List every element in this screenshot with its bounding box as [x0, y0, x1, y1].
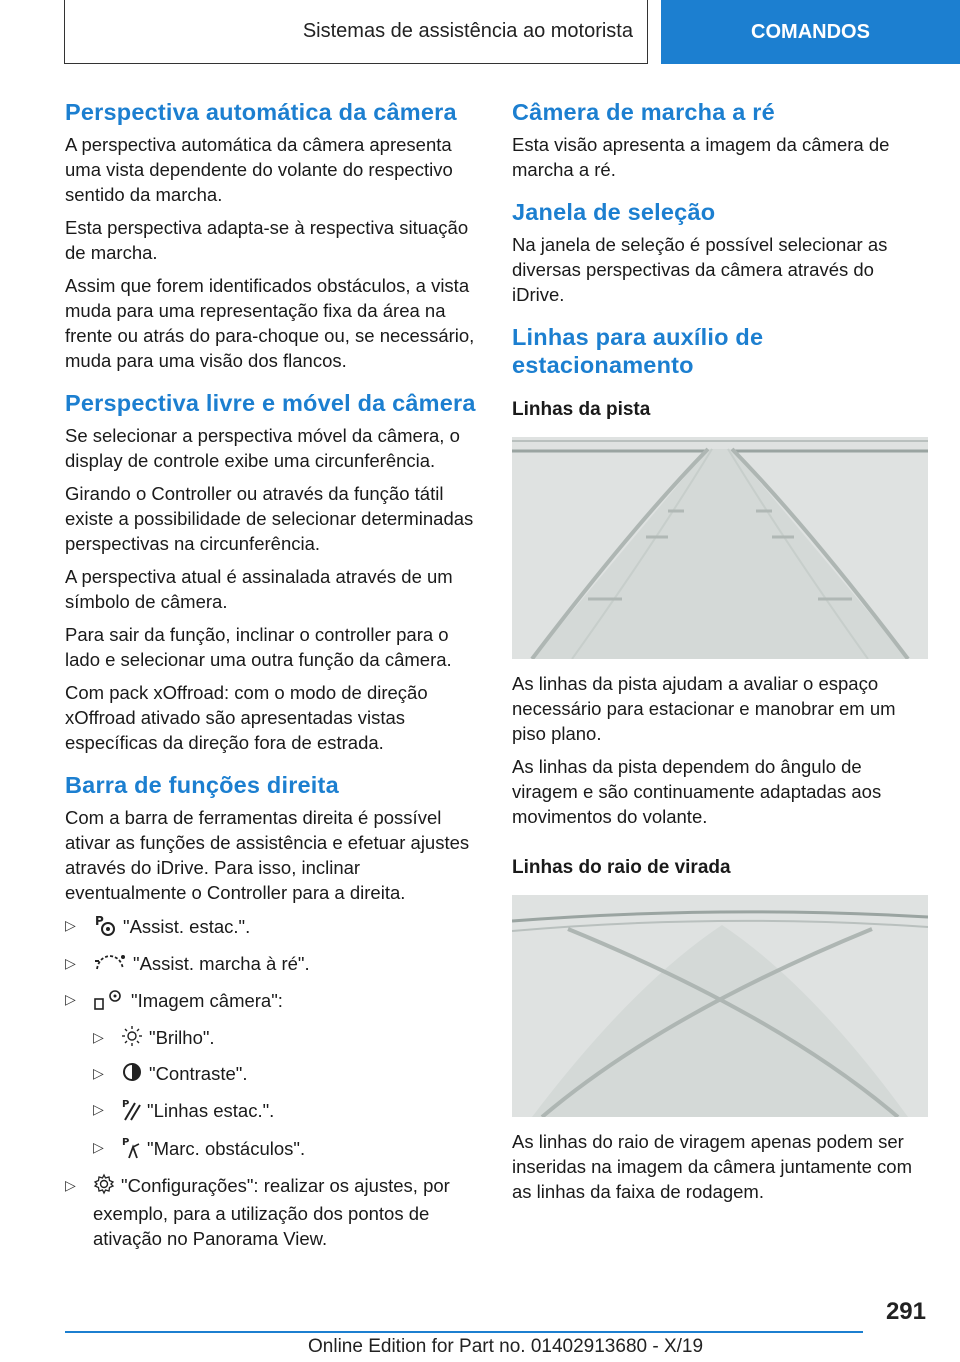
- subheading-track-lines: Linhas da pista: [512, 399, 651, 420]
- list-item-obstacle-marking: [93, 1135, 483, 1165]
- section-right-function-bar: [65, 771, 483, 1251]
- paragraph: As linhas da pista ajudam a avaliar o espaço necessário para estacionar e manobrar em um piso plano.: [512, 673, 896, 744]
- section-title: Sistemas de assistência ao motorista: [64, 0, 648, 64]
- parking-assist-icon: [93, 913, 117, 943]
- svg-text:P: P: [122, 1099, 130, 1111]
- page-number: 291: [885, 1298, 926, 1325]
- section-rear-camera: [512, 98, 930, 182]
- paragraph: A perspectiva automática da câmera apresenta uma vista dependente do volante do respectivo sentido da marcha.: [65, 134, 453, 205]
- camera-settings-icon: [93, 987, 125, 1017]
- bullet-icon: ▷: [93, 1139, 104, 1156]
- paragraph: Na janela de seleção é possível selecionar as diversas perspectivas da câmera através do iDrive.: [512, 234, 888, 305]
- gear-icon: [93, 1173, 115, 1201]
- item-label: "Linhas estac.".: [147, 1100, 275, 1122]
- section-auto-perspective: [65, 98, 483, 373]
- parking-lines-icon: [121, 1097, 141, 1127]
- contrast-icon: [121, 1061, 143, 1089]
- paragraph: Esta perspectiva adapta-se à respectiva situação de marcha.: [65, 217, 469, 263]
- list-item-parking-lines: [93, 1097, 483, 1127]
- track-lines-illustration: [512, 437, 928, 659]
- paragraph: As linhas do raio de viragem apenas podem ser inseridas na imagem da câmera juntamente com as linhas da faixa de rodagem.: [512, 1131, 912, 1202]
- paragraph: As linhas da pista dependem do ângulo de viragem e são continuamente adaptadas aos movimentos do volante.: [512, 756, 882, 827]
- brightness-icon: [121, 1025, 143, 1053]
- list-item-contrast: [93, 1061, 483, 1089]
- item-label: "Contraste".: [149, 1063, 248, 1085]
- chapter-tab: COMANDOS: [661, 0, 960, 64]
- list-item-settings: [65, 1173, 483, 1251]
- bullet-icon: ▷: [65, 917, 76, 933]
- item-label: "Assist. estac.".: [123, 915, 251, 937]
- reverse-assist-icon: [93, 951, 127, 979]
- svg-text:P: P: [122, 1137, 130, 1149]
- heading-auto-perspective: Perspectiva automática da câmera: [65, 99, 457, 125]
- item-label: "Configurações": realizar os ajustes, por exemplo, para a utilização dos pontos de ativação no Panorama View.: [93, 1175, 450, 1250]
- paragraph: Para sair da função, inclinar o controller para o lado e selecionar uma outra função da câmera.: [65, 624, 452, 670]
- right-column: [512, 98, 930, 1220]
- obstacle-marking-icon: [121, 1135, 141, 1165]
- paragraph: Girando o Controller ou através da função tátil existe a possibilidade de selecionar determinadas perspectivas na circunferência.: [65, 483, 474, 554]
- heading-selection-window: Janela de seleção: [512, 199, 716, 225]
- heading-free-perspective: Perspectiva livre e móvel da câmera: [65, 390, 476, 416]
- bullet-icon: ▷: [93, 1065, 104, 1082]
- paragraph: Assim que forem identificados obstáculos, a vista muda para uma representação fixa da área na frente ou atrás do para-choque ou, se necessário, muda para uma visão dos flancos.: [65, 275, 475, 371]
- bullet-icon: ▷: [65, 1177, 76, 1194]
- footer-divider: [65, 1331, 863, 1333]
- heading-right-function-bar: Barra de funções direita: [65, 772, 339, 798]
- paragraph: Se selecionar a perspectiva móvel da câmera, o display de controle exibe uma circunferência.: [65, 425, 460, 471]
- bullet-icon: ▷: [65, 991, 76, 1008]
- list-item-park-assist: [65, 913, 483, 943]
- list-item-reverse-assist: [65, 951, 483, 979]
- bullet-icon: ▷: [93, 1101, 104, 1118]
- camera-image-sublist: [93, 1025, 483, 1165]
- section-free-perspective: [65, 389, 483, 755]
- page-header: [0, 0, 960, 66]
- section-selection-window: [512, 198, 930, 307]
- paragraph: Esta visão apresenta a imagem da câmera de marcha a ré.: [512, 134, 890, 180]
- heading-rear-camera: Câmera de marcha a ré: [512, 99, 775, 125]
- paragraph: Com pack xOffroad: com o modo de direção xOffroad ativado são apresentadas vistas específicas da direção fora de estrada.: [65, 682, 428, 753]
- edition-footer: Online Edition for Part no. 01402913680 - X/19: [308, 1336, 704, 1357]
- bullet-icon: ▷: [93, 1029, 104, 1046]
- section-parking-lines: [512, 323, 930, 1204]
- function-list: [65, 913, 483, 1251]
- left-column: [65, 98, 483, 1267]
- item-label: "Brilho".: [149, 1027, 215, 1049]
- list-item-brightness: [93, 1025, 483, 1053]
- item-label: "Assist. marcha à ré".: [133, 953, 310, 974]
- subheading-turning-radius-lines: Linhas do raio de virada: [512, 857, 731, 878]
- heading-parking-lines: Linhas para auxílio de estacionamento: [512, 324, 764, 378]
- paragraph: A perspectiva atual é assinalada através de um símbolo de câmera.: [65, 566, 453, 612]
- bullet-icon: ▷: [65, 955, 76, 971]
- svg-text:P: P: [95, 914, 104, 928]
- turning-radius-illustration: [512, 895, 928, 1117]
- item-label: "Marc. obstáculos".: [147, 1138, 306, 1160]
- list-item-camera-image: [65, 987, 483, 1165]
- paragraph: Com a barra de ferramentas direita é possível ativar as funções de assistência e efetuar ajustes através do iDrive. Para isso, inclinar eventualmente o Controller para a direita.: [65, 807, 470, 903]
- item-label: "Imagem câmera":: [131, 990, 283, 1011]
